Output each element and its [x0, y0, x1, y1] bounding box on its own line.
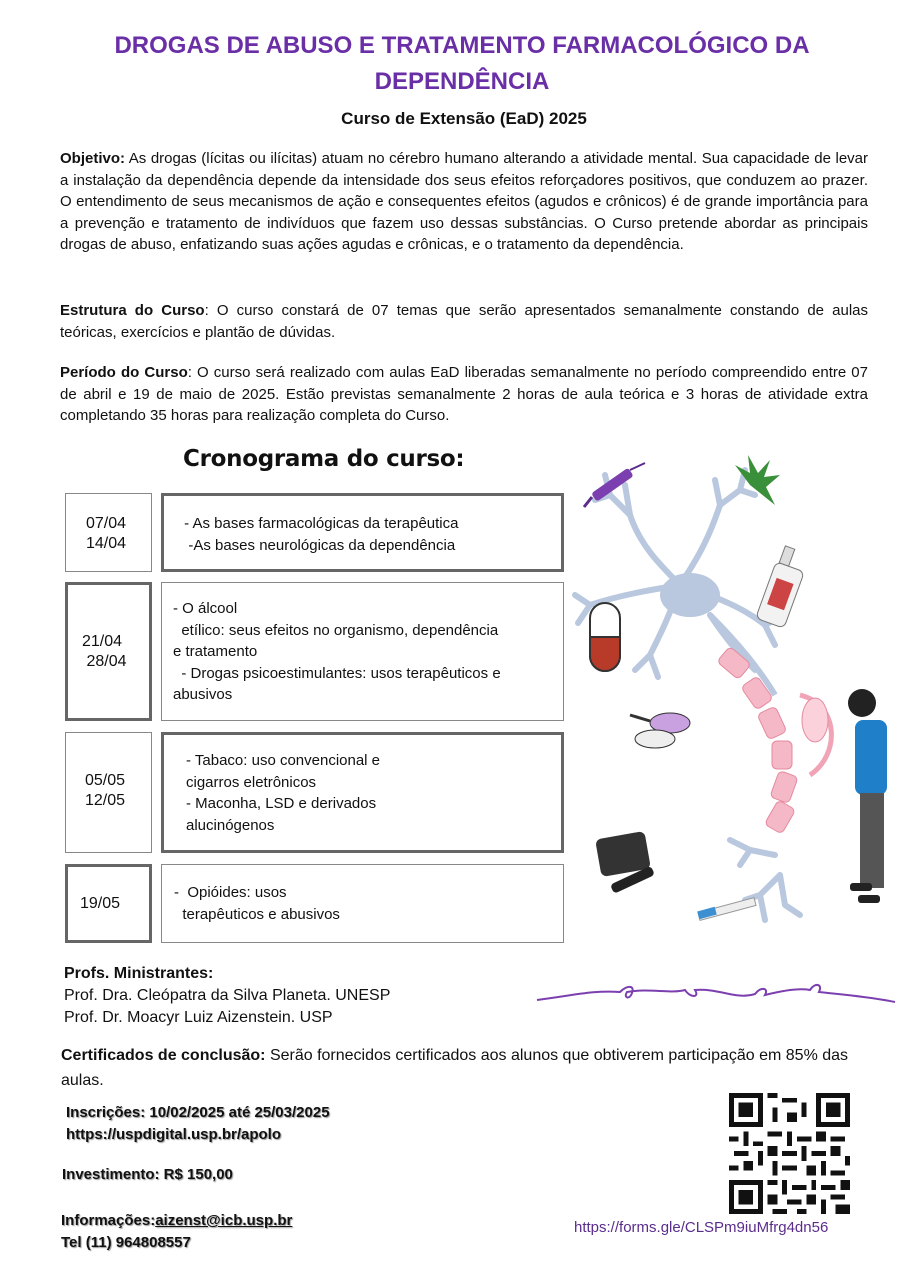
cronograma-title: Cronograma do curso: [183, 446, 465, 472]
objetivo-text: As drogas (lícitas ou ilícitas) atuam no cérebro humano alterando a atividade mental. Sua capacidade de levar a instalação da dependência depende da intensidade dos seus efeitos reforçadores positivos, que conduzem ao prazer. O entendimento de seus mecanismos de ação e consequentes efeitos (agudos e crônicos) é de grande importância para a prevenção e tratamento de indivíduos que fazem uso dessas substâncias. O Curso pretende abordar as principais drogas de abuso, enfatizando suas ações agudas e crônicas, e o tratamento da dependência. [60, 150, 868, 253]
estrutura-text: : O curso constará de 07 temas que serão apresentados semanalmente constando de aulas teóricas, exercícios e plantão de dúvidas. [60, 302, 868, 341]
date-label: 07/04 [86, 515, 127, 532]
topic-line: - Maconha, LSD e derivados [186, 795, 377, 812]
cronograma-topic-box [161, 582, 564, 721]
investimento-text: Investimento: R$ 150,00 [62, 1166, 233, 1183]
email-link[interactable]: aizenst@icb.usp.br [155, 1212, 293, 1229]
date-label: 21/04 [82, 633, 123, 650]
informacoes-label: Informações: [61, 1212, 156, 1229]
date-label: 05/05 [85, 772, 126, 789]
certificados-label: Certificados de conclusão: [61, 1047, 266, 1064]
topic-line: -As bases neurológicas da dependência [180, 536, 456, 554]
informacoes-section [61, 1210, 292, 1254]
topic-line: e tratamento [173, 643, 258, 660]
qr-code-icon[interactable] [729, 1093, 850, 1214]
periodo-text: : O curso será realizado com aulas EaD liberadas semanalmente no período compreendido entre 07 de abril e 19 de maio de 2025. Estão previstas semanalmente 2 horas de aula teórica e 3 horas de atividade extra completando 35 horas para realização completa do Curso. [60, 364, 868, 424]
topic-line: - Drogas psicoestimulantes: usos terapêuticos e [173, 664, 501, 682]
topic-line: abusivos [173, 686, 233, 703]
cronograma-date-box [65, 493, 152, 572]
neuron-body-icon [660, 573, 720, 617]
cronograma-topic-box [161, 493, 564, 572]
topic-line: terapêuticos e abusivos [174, 905, 340, 923]
qr-form-link[interactable]: https://forms.gle/CLSPm9iuMfrg4dn56 [574, 1219, 829, 1236]
cronograma-topic-box [161, 732, 564, 853]
telefone-text: Tel (11) 964808557 [61, 1234, 191, 1251]
profs-section [64, 963, 390, 1029]
certificados-text: Serão fornecidos certificados aos alunos que obtiverem participação em 85% das aulas. [61, 1047, 849, 1089]
inscricoes-link[interactable]: https://uspdigital.usp.br/apolo [66, 1126, 281, 1143]
estrutura-paragraph [60, 300, 868, 343]
person-icon [848, 689, 887, 903]
date-label: 12/05 [85, 792, 126, 809]
topic-line: cigarros eletrônicos [186, 773, 317, 791]
myelin-sheath-icon [717, 646, 832, 834]
cronograma-date-box [65, 864, 152, 943]
date-label: 14/04 [86, 535, 127, 552]
topic-line: - O álcool [173, 600, 238, 617]
page-title: DROGAS DE ABUSO E TRATAMENTO FARMACOLÓGICO DA DEPENDÊNCIA [114, 32, 810, 95]
cronograma-date-box [65, 582, 152, 721]
vape-device-icon [595, 831, 655, 894]
periodo-label: Período do Curso [60, 364, 188, 381]
squiggle-divider-icon [535, 980, 900, 1010]
topic-line: - Opióides: usos [174, 884, 287, 901]
capsule-icon [590, 603, 620, 671]
cronograma-topic-box [161, 864, 564, 943]
prof-name: Prof. Dra. Cleópatra da Silva Planeta. UNESP [64, 987, 391, 1004]
cigarette-icon [697, 898, 756, 921]
inscricoes-dates: Inscrições: 10/02/2025 até 25/03/2025 [66, 1104, 330, 1121]
estrutura-label: Estrutura do Curso [60, 302, 205, 319]
objetivo-paragraph [60, 148, 868, 256]
certificados-paragraph [61, 1043, 861, 1093]
periodo-paragraph [60, 362, 868, 427]
cronograma-date-box [65, 732, 152, 853]
topic-line: - Tabaco: uso convencional e [186, 752, 381, 769]
date-label: 19/05 [80, 895, 121, 912]
drugs-neuron-illustration [570, 455, 900, 935]
pills-icon [630, 713, 690, 748]
topic-line: - As bases farmacológicas da terapêutica [180, 515, 459, 532]
prof-name: Prof. Dr. Moacyr Luiz Aizenstein. USP [64, 1009, 333, 1026]
date-label: 28/04 [82, 653, 127, 670]
inscricoes-section [66, 1102, 330, 1146]
bottle-icon [756, 546, 805, 628]
profs-label: Profs. Ministrantes: [64, 965, 214, 982]
page-subtitle: Curso de Extensão (EaD) 2025 [341, 109, 587, 128]
objetivo-label: Objetivo: [60, 150, 126, 167]
topic-line: alucinógenos [186, 816, 275, 834]
topic-line: etílico: seus efeitos no organismo, dependência [173, 621, 499, 639]
